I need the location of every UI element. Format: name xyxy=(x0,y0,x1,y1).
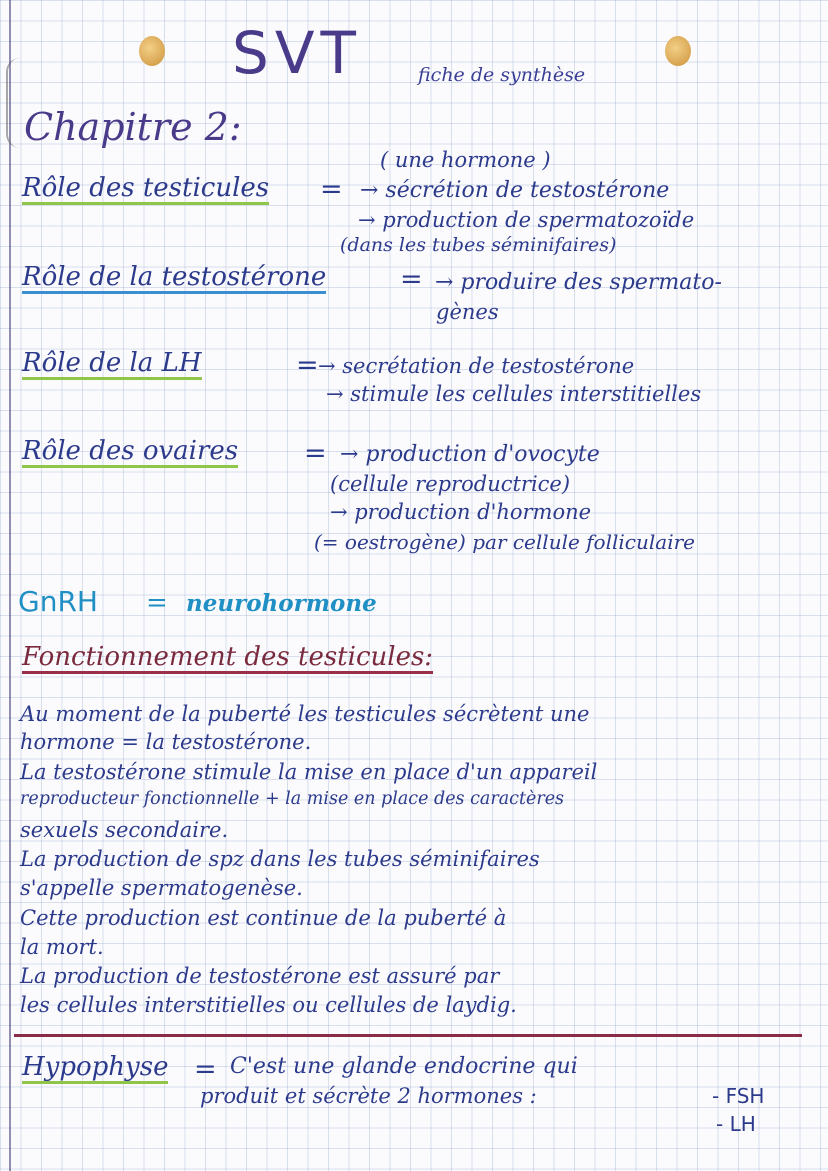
paragraph-line: les cellules interstitielles ou cellules de laydig. xyxy=(20,993,517,1017)
testicules-label: Rôle des testicules xyxy=(22,173,270,203)
testicules-eq: = xyxy=(320,174,343,205)
gnrh-eq: = xyxy=(146,588,168,618)
hormone-fsh: - FSH xyxy=(712,1084,765,1108)
testosterone-line-2: gènes xyxy=(436,300,499,324)
margin-mark xyxy=(6,58,22,148)
testicules-line-1: → sécrétion de testostérone xyxy=(360,178,670,203)
testosterone-line-1: → produire des spermato- xyxy=(435,270,722,295)
lh-line-2: → stimule les cellules interstitielles xyxy=(326,382,702,406)
paragraph-line: la mort. xyxy=(20,935,104,959)
paragraph-line: sexuels secondaire. xyxy=(20,818,229,842)
paragraph-line: s'appelle spermatogenèse. xyxy=(20,876,303,900)
ovaires-line-1: → production d'ovocyte xyxy=(340,442,600,467)
paragraph-line: La production de testostérone est assuré par xyxy=(20,964,500,988)
testosterone-eq: = xyxy=(400,264,423,295)
gnrh-label: GnRH xyxy=(18,585,98,618)
testosterone-label: Rôle de la testostérone xyxy=(22,262,327,292)
ovaires-line-4: (= oestrogène) par cellule folliculaire xyxy=(314,530,695,554)
punch-hole-left xyxy=(139,36,165,66)
hormone-lh: - LH xyxy=(716,1112,756,1136)
gnrh-value: neurohormone xyxy=(186,590,377,617)
section-heading: Fonctionnement des testicules: xyxy=(22,642,434,672)
paragraph-line: Cette production est continue de la puberté à xyxy=(20,906,507,930)
notebook-margin-line xyxy=(9,0,11,1171)
chapter-heading: Chapitre 2: xyxy=(24,105,242,149)
testicules-note: ( une hormone ) xyxy=(380,148,551,172)
ovaires-line-2: (cellule reproductrice) xyxy=(330,472,571,496)
paragraph-line: reproducteur fonctionnelle + la mise en place des caractères xyxy=(20,789,565,809)
ovaires-eq: = xyxy=(304,438,327,469)
paragraph-line: La production de spz dans les tubes séminifaires xyxy=(20,847,540,871)
paragraph-line: hormone = la testostérone. xyxy=(20,730,312,754)
section-divider xyxy=(14,1034,802,1037)
ovaires-line-3: → production d'hormone xyxy=(330,500,592,524)
testicules-line-3: (dans les tubes séminifaires) xyxy=(340,234,617,256)
lh-eq: = xyxy=(296,350,319,381)
hypophyse-eq: = xyxy=(194,1054,217,1085)
paragraph-line: Au moment de la puberté les testicules sécrètent une xyxy=(20,702,590,726)
hypophyse-line-2: produit et sécrète 2 hormones : xyxy=(200,1084,537,1108)
testicules-line-2: → production de spermatozoïde xyxy=(358,208,695,232)
hypophyse-line-1: C'est une glande endocrine qui xyxy=(230,1054,578,1079)
punch-hole-right xyxy=(665,36,691,66)
lh-label: Rôle de la LH xyxy=(22,348,202,378)
lh-line-1: → secrétation de testostérone xyxy=(318,354,635,378)
hypophyse-label: Hypophyse xyxy=(22,1052,169,1082)
page-title: SVT xyxy=(232,19,362,87)
paragraph-line: La testostérone stimule la mise en place d'un appareil xyxy=(20,760,598,784)
ovaires-label: Rôle des ovaires xyxy=(22,436,239,466)
page-subtitle: fiche de synthèse xyxy=(418,64,586,86)
